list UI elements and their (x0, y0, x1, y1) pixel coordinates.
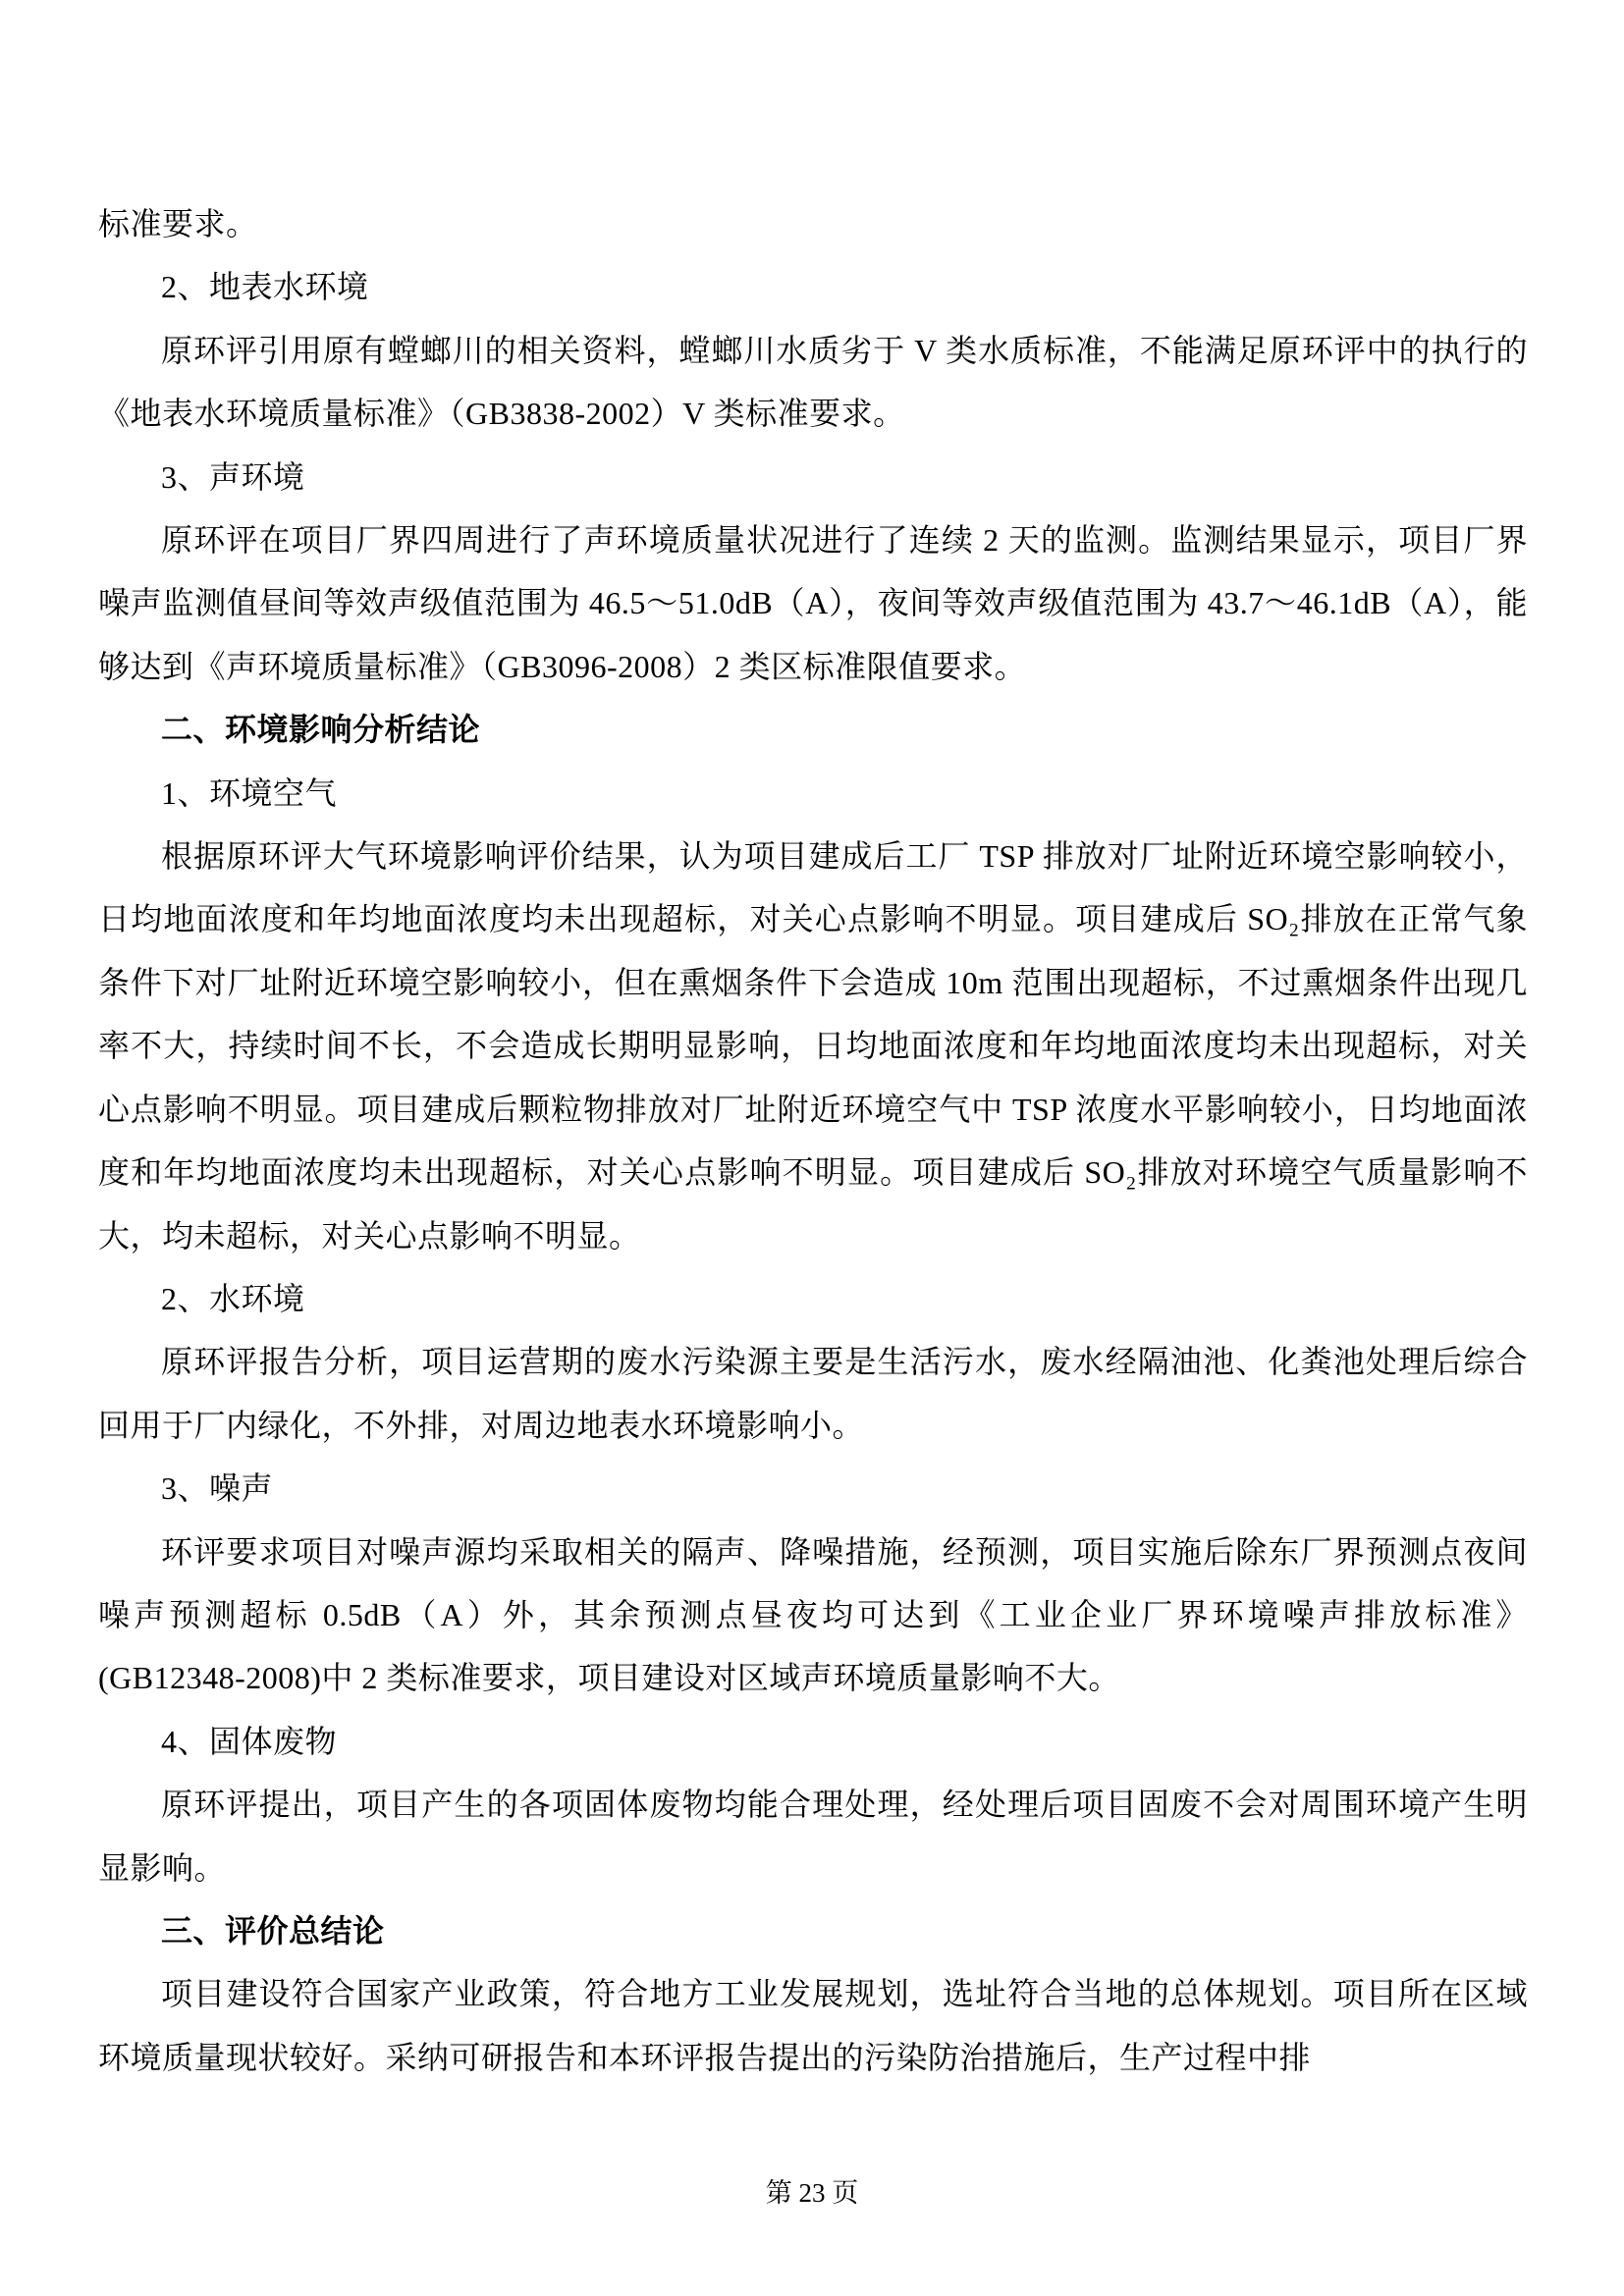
subheading-solid-waste: 4、固体废物 (161, 1723, 338, 1759)
subheading-noise: 3、噪声 (161, 1470, 274, 1507)
page-footer (0, 2171, 1624, 2210)
document-body (98, 192, 1528, 2089)
paragraph-surface-water: 原环评引用原有螳螂川的相关资料，螳螂川水质劣于 V 类水质标准，不能满足原环评中的执行的《地表水环境质量标准》（GB3838-2002）V 类标准要求。 (98, 332, 1528, 432)
paragraph-noise: 环评要求项目对噪声源均采取相关的隔声、降噪措施，经预测，项目实施后除东厂界预测点夜间噪声预测超标 0.5dB（A）外，其余预测点昼夜均可达到《工业企业厂界环境噪声排放标准》(GB12348-2008)中 2 类标准要求，项目建设对区域声环境质量影响不大。 (98, 1533, 1528, 1696)
page-number: 第 23 页 (765, 2178, 859, 2208)
subheading-ambient-air: 1、环境空气 (161, 774, 338, 811)
section-heading-impact-analysis: 二、环境影响分析结论 (161, 712, 481, 748)
paragraph-continuation: 标准要求。 (98, 206, 258, 241)
section-heading-overall-conclusion: 三、评价总结论 (161, 1912, 385, 1949)
paragraph-acoustic-env: 原环评在项目厂界四周进行了声环境质量状况进行了连续 2 天的监测。监测结果显示，项目厂界噪声监测值昼间等效声级值范围为 46.5～51.0dB（A），夜间等效声级值范围为 43.7～46.1dB（A），能够达到《声环境质量标准》（GB3096-2008）2 类区标准限值要求。 (98, 522, 1528, 684)
paragraph-ambient-air: 根据原环评大气环境影响评价结果，认为项目建成后工厂 TSP 排放对厂址附近环境空影响较小，日均地面浓度和年均地面浓度均未出现超标，对关心点影响不明显。项目建成后 SO₂排放在正常气象条件下对厂址附近环境空影响较小，但在熏烟条件下会造成 10m 范围出现超标，不过熏烟条件出现几率不大，持续时间不长，不会造成长期明显影响，日均地面浓度和年均地面浓度均未出现超标，对关心点影响不明显。项目建成后颗粒物排放对厂址附近环境空气中 TSP 浓度水平影响较小，日均地面浓度和年均地面浓度均未出现超标，对关心点影响不明显。项目建成后 SO₂排放对环境空气质量影响不大，均未超标，对关心点影响不明显。 (98, 838, 1528, 1254)
paragraph-overall-conclusion: 项目建设符合国家产业政策，符合地方工业发展规划，选址符合当地的总体规划。项目所在区域环境质量现状较好。采纳可研报告和本环评报告提出的污染防治措施后，生产过程中排 (98, 1976, 1528, 2075)
subheading-acoustic-env: 3、声环境 (161, 458, 305, 495)
subheading-water-env: 2、水环境 (161, 1280, 305, 1316)
paragraph-solid-waste: 原环评提出，项目产生的各项固体废物均能合理处理，经处理后项目固废不会对周围环境产生明显影响。 (98, 1787, 1528, 1886)
subheading-surface-water: 2、地表水环境 (161, 269, 369, 305)
paragraph-water-env: 原环评报告分析，项目运营期的废水污染源主要是生活污水，废水经隔油池、化粪池处理后综合回用于厂内绿化，不外排，对周边地表水环境影响小。 (98, 1344, 1528, 1443)
